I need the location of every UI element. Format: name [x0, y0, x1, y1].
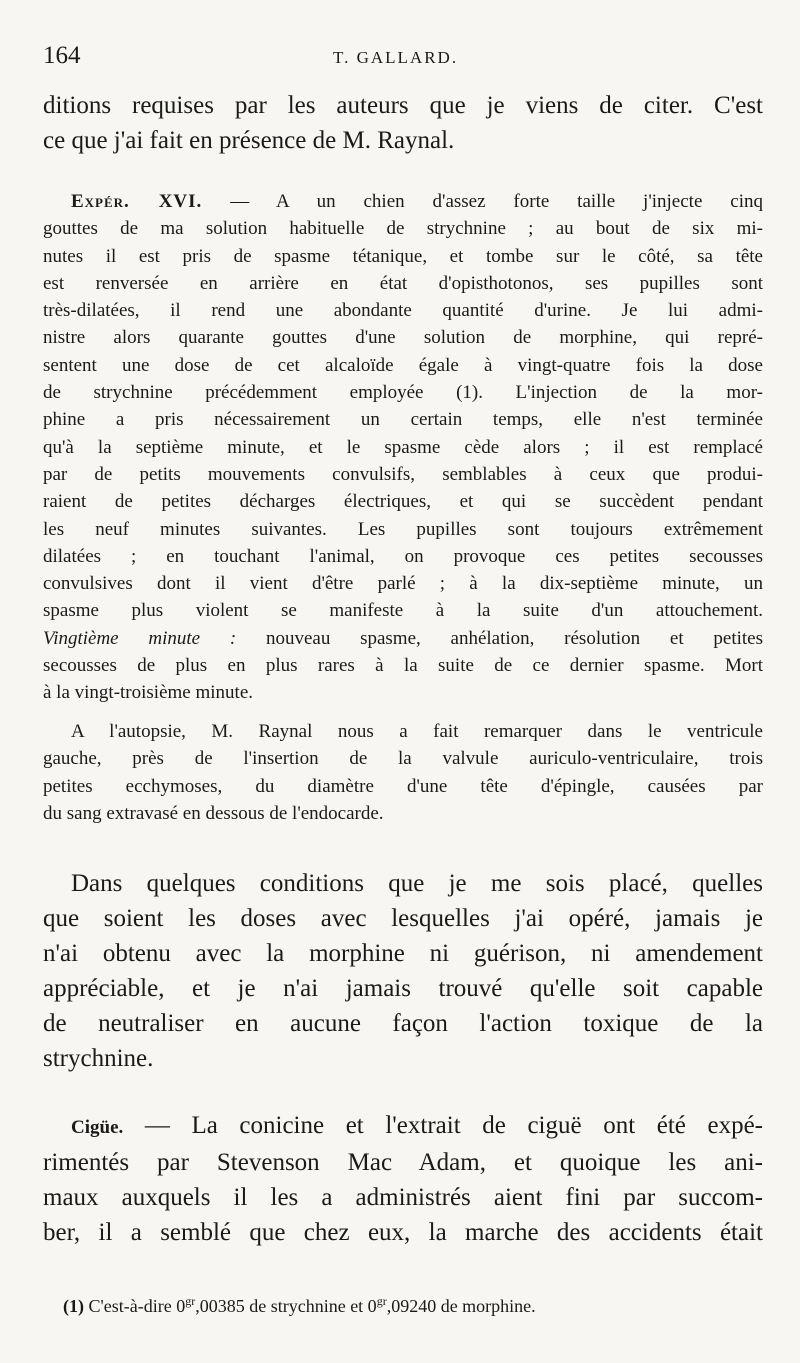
text-line: ber, il a semblé que chez eux, la marche des accidents était: [43, 1219, 763, 1246]
text-line: nistre alors quarante gouttes d'une solution de morphine, qui repré-: [43, 327, 763, 349]
text-line: petites ecchymoses, du diamètre d'une tête d'épingle, causées par: [43, 775, 763, 797]
text-line: à la vingt-troisième minute.: [43, 682, 254, 704]
italic-lead-line: [43, 625, 763, 652]
text-line: secousses de plus en plus rares à la suite de ce dernier spasme. Mort: [43, 655, 763, 677]
text-line: appréciable, et je n'ai jamais trouvé qu'elle soit capable: [43, 975, 763, 1002]
text-line: est renversée en arrière en état d'opisthotonos, ses pupilles sont: [43, 272, 763, 294]
page-number: 164: [43, 42, 81, 69]
text-line: sentent une dose de cet alcaloïde égale à vingt-quatre fois la dose: [43, 354, 763, 376]
text-line: gouttes de ma solution habituelle de strychnine ; au bout de six mi-: [43, 218, 763, 240]
text-line: gauche, près de l'insertion de la valvule auriculo-ventriculaire, trois: [43, 748, 763, 770]
continuation-paragraph: [43, 88, 763, 158]
text-line: strychnine.: [43, 1045, 154, 1072]
cigue-first-line: [43, 1108, 763, 1145]
footnote: [63, 1294, 536, 1317]
text-line: très-dilatées, il rend une abondante quantité d'urine. Je lui admi-: [43, 300, 763, 322]
text-line: les neuf minutes suivantes. Les pupilles sont toujours extrêmement: [43, 518, 763, 540]
experiment-label: Expér. XVI.: [71, 191, 203, 212]
text-line: Dans quelques conditions que je me sois placé, quelles: [71, 870, 763, 897]
text-line: nutes il est pris de spasme tétanique, et tombe sur le côté, sa tête: [43, 245, 763, 267]
text-fragment: nouveau spasme, anhélation, résolution et petites: [236, 627, 763, 649]
text-line: convulsives dont il vient d'être parlé ; à la dix-septième minute, un: [43, 573, 763, 595]
text-line: ce que j'ai fait en présence de M. Raynal.: [43, 127, 455, 154]
footnote-value: ,00385 de strychnine et 0: [195, 1296, 377, 1316]
text-line: dilatées ; en touchant l'animal, on provoque ces petites secousses: [43, 545, 763, 567]
text-line: que soient les doses avec lesquelles j'ai opéré, jamais je: [43, 905, 763, 932]
italic-label: Vingtième minute :: [43, 627, 237, 649]
text-line: de neutraliser en aucune façon l'action toxique de la: [43, 1010, 763, 1037]
text-fragment: — A un chien d'assez forte taille j'injecte cinq: [202, 191, 763, 212]
text-line: ditions requises par les auteurs que je viens de citer. C'est: [43, 92, 763, 119]
text-line: phine a pris nécessairement un certain temps, elle n'est terminée: [43, 409, 763, 431]
experiment-first-line: [43, 188, 763, 215]
cigue-paragraph: [43, 1108, 763, 1250]
text-line: A l'autopsie, M. Raynal nous a fait remarquer dans le ventricule: [71, 721, 763, 742]
text-line: du sang extravasé en dessous de l'endocarde.: [43, 802, 384, 824]
conclusion-paragraph: [43, 866, 763, 1076]
autopsy-paragraph: [43, 718, 763, 827]
running-head: T. GALLARD.: [333, 48, 459, 67]
text-line: par de petits mouvements convulsifs, semblables à ceux que produi-: [43, 463, 763, 485]
footnote-value: ,09240 de morphine.: [386, 1296, 536, 1316]
unit-superscript: gr: [376, 1294, 387, 1308]
unit-superscript: gr: [185, 1294, 196, 1308]
experiment-paragraph: [43, 188, 763, 707]
text-line: de strychnine précédemment employée (1). L'injection de la mor-: [43, 382, 763, 404]
cigue-label: Cigüe.: [71, 1117, 124, 1138]
text-fragment: — La conicine et l'extrait de ciguë ont été expé-: [123, 1112, 763, 1139]
text-line: rimentés par Stevenson Mac Adam, et quoique les ani-: [43, 1149, 763, 1176]
footnote-text: C'est-à-dire 0: [84, 1296, 186, 1316]
text-line: spasme plus violent se manifeste à la suite d'un attouchement.: [43, 600, 763, 622]
text-line: qu'à la septième minute, et le spasme cède alors ; il est remplacé: [43, 436, 763, 458]
text-line: n'ai obtenu avec la morphine ni guérison, ni amendement: [43, 940, 763, 967]
footnote-marker: (1): [63, 1296, 84, 1316]
text-line: raient de petites décharges électriques, et qui se succèdent pendant: [43, 491, 763, 513]
page-header: [43, 42, 763, 82]
text-line: maux auxquels il les a administrés aient fini par succom-: [43, 1184, 763, 1211]
